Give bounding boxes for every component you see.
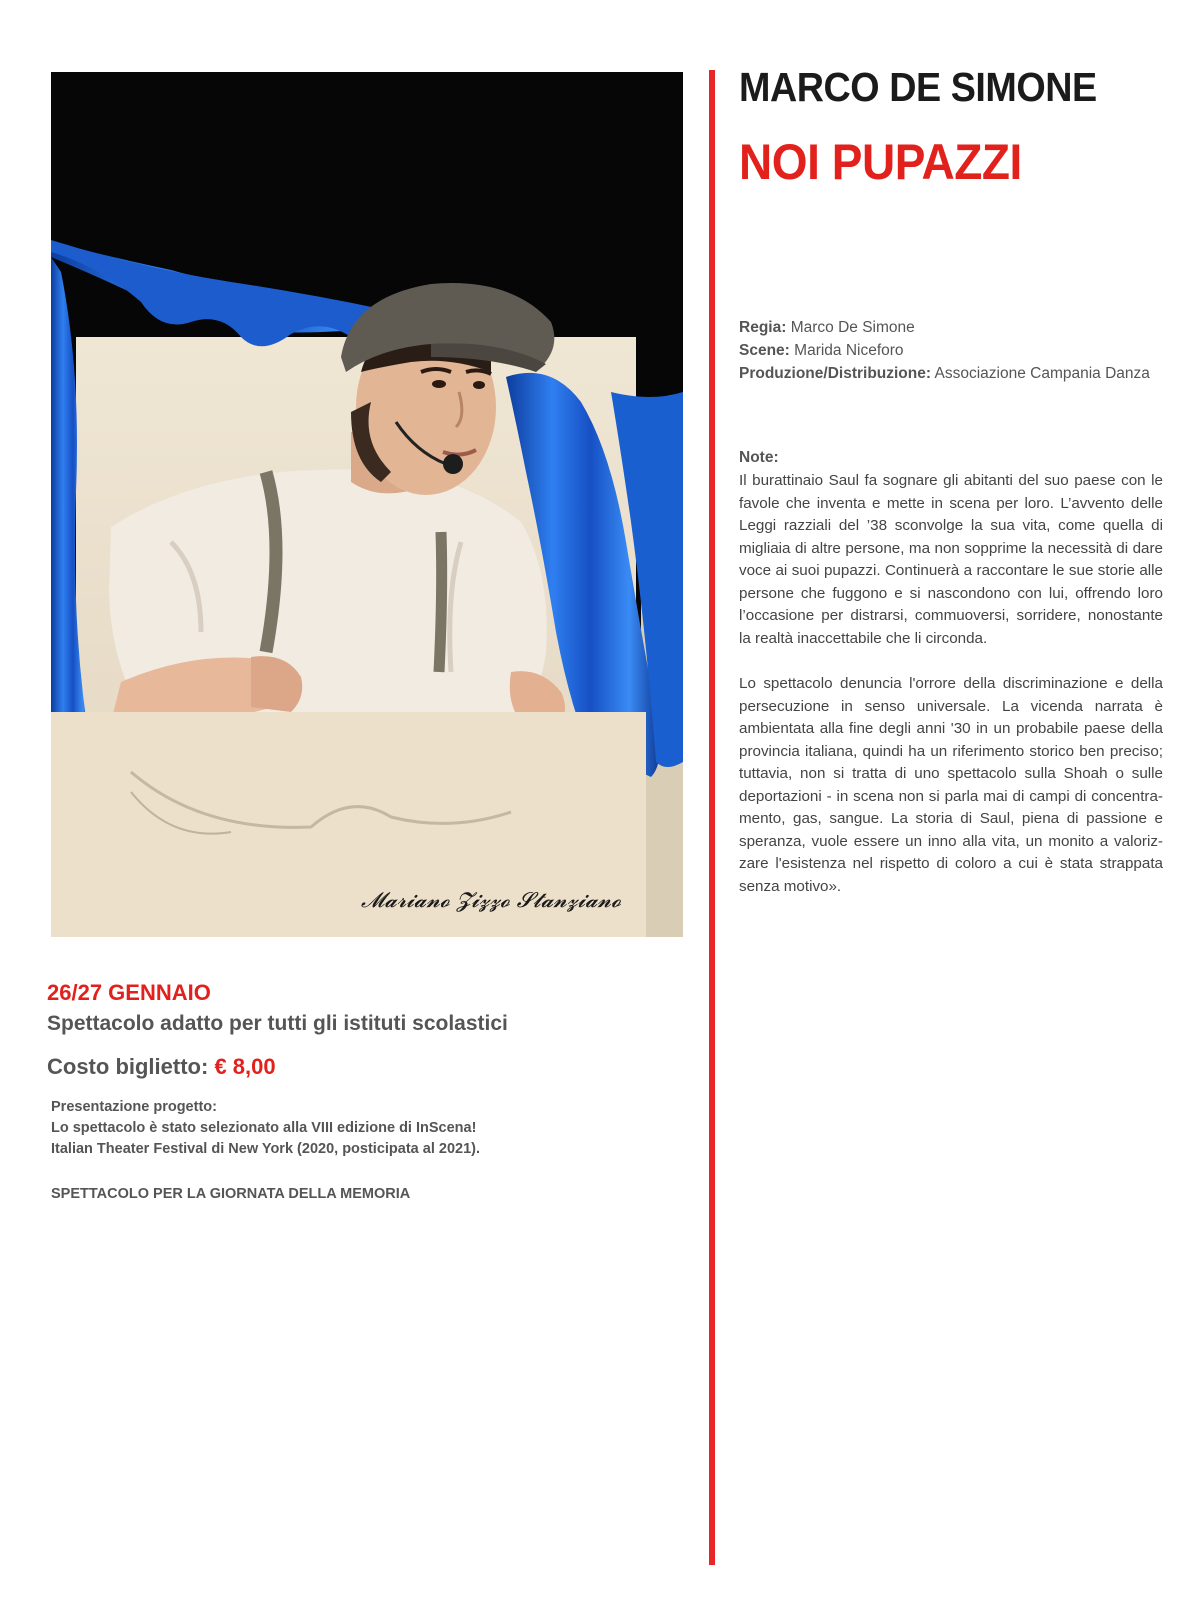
audience-note: Spettacolo adatto per tutti gli istituti scolastici [47, 1012, 508, 1035]
event-date: 26/27 GENNAIO [47, 980, 211, 1005]
photographer-signature: 𝓜𝓪𝓻𝓲𝓪𝓷𝓸 𝓩𝓲𝔃𝔃𝓸 𝓢𝓽𝓪𝓷𝔃𝓲𝓪𝓷𝓸 [361, 888, 621, 912]
notes-label: Note: [739, 449, 779, 466]
notes-text [739, 470, 1163, 921]
ticket-cost [47, 1054, 276, 1080]
credit-scenes: Scene: Marida Niceforo [739, 342, 904, 359]
author-name: MARCO DE SIMONE [739, 64, 1097, 110]
presentation-line: Presentazione progetto: [51, 1099, 217, 1115]
credit-director: Regia: Marco De Simone [739, 319, 915, 336]
cost-label: Costo biglietto: [47, 1054, 209, 1079]
credit-production: Produzione/Distribuzione: Associazione Campania Danza [739, 365, 1150, 382]
show-photo [51, 72, 683, 937]
notes-paragraph: Il burattinaio Saul fa sognare gli abitanti del suo paese con le favole che inventa e mette in scena per loro. L’avvento delle Leggi razziali del ’38 sconvolge la sua vita, come quella di migliaia di altre persone, ma non sopprime la necessità di dare voce ai suoi pupazzi. Continuerà a raccontare le sue storie alle persone che fuggono e si nascondono con lui, offrendo loro l’occasione per distrarsi, commuoversi, sorridere, nonostante la realtà inaccettabile che li circonda. [739, 472, 1163, 647]
presentation-block [51, 1097, 480, 1160]
cost-value: € 8,00 [214, 1054, 276, 1079]
red-divider [709, 70, 715, 1565]
credits-block [739, 316, 1150, 385]
notes-paragraph: Lo spettacolo denuncia l'orrore della discriminazione e della persecuzione in senso universale. La vicenda narrata è ambientata alla fine degli anni '30 in un probabile paese della provincia italiana, quindi ha un riferimento storico ben preciso; tuttavia, non si tratta di uno spettacolo sulla Shoah o sulle deportazioni - in scena non si parla mai di campi di concentra-mento, gas, sangue. La storia di Saul, piena di passione e speranza, vuole essere un inno alla vita, un monito a valoriz-zare l'esistenza nel rispetto di coloro a cui è stata strappata senza motivo». [739, 675, 1163, 895]
show-title: NOI PUPAZZI [739, 134, 1022, 190]
presentation-line: Italian Theater Festival di New York (2020, posticipata al 2021). [51, 1141, 480, 1157]
presentation-line: Lo spettacolo è stato selezionato alla VIII edizione di InScena! [51, 1120, 477, 1136]
memory-day-note: SPETTACOLO PER LA GIORNATA DELLA MEMORIA [51, 1186, 411, 1202]
